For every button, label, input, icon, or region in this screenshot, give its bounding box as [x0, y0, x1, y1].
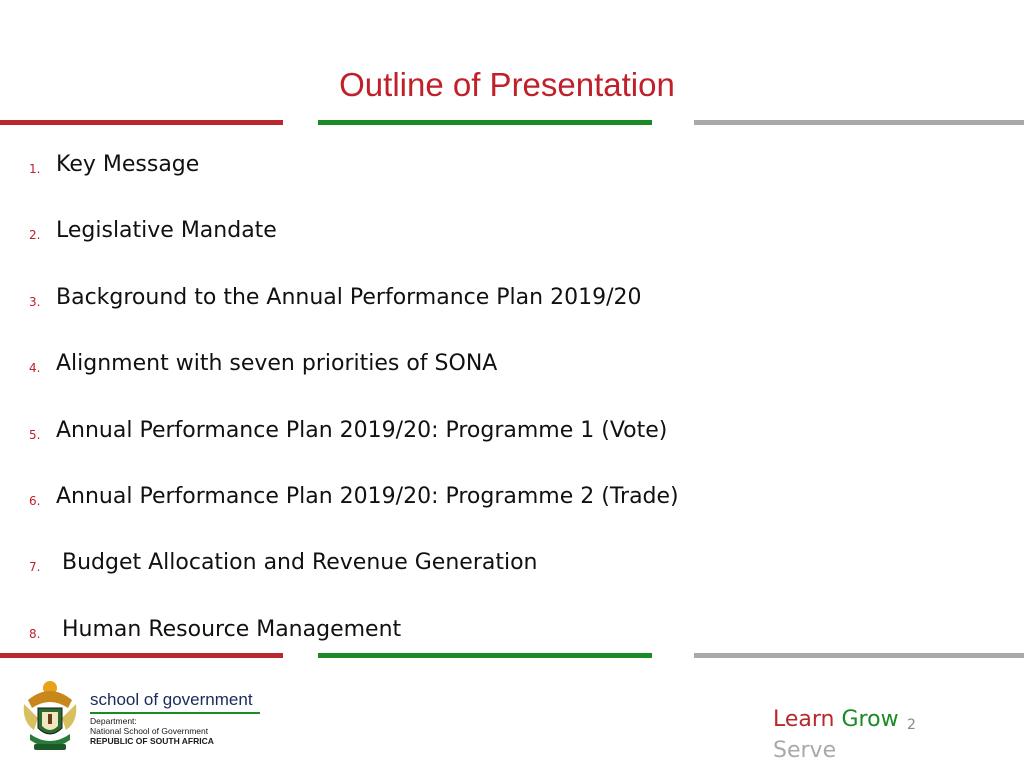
divider-red-segment	[0, 120, 283, 125]
outline-item-number: 2.	[29, 228, 41, 242]
outline-item-text: Annual Performance Plan 2019/20: Programme 2 (Trade)	[56, 484, 679, 509]
slogan	[773, 704, 899, 766]
slide-title: Outline of Presentation	[339, 66, 675, 103]
slogan-learn: Learn	[773, 707, 835, 732]
outline-item-text: Budget Allocation and Revenue Generation	[62, 550, 538, 575]
slogan-serve: Serve	[773, 738, 837, 763]
divider-green-segment	[318, 653, 652, 658]
page-number: 2	[907, 717, 916, 733]
school-of-government-logo	[20, 678, 280, 754]
outline-item-number: 5.	[29, 428, 41, 442]
top-divider	[0, 120, 1024, 125]
divider-green-segment	[318, 120, 652, 125]
outline-item-number: 8.	[29, 627, 41, 641]
outline-item-number: 3.	[29, 295, 41, 309]
outline-item-number: 4.	[29, 361, 41, 375]
divider-gray-segment	[694, 653, 1024, 658]
country-name: REPUBLIC OF SOUTH AFRICA	[90, 736, 214, 746]
bottom-divider	[0, 653, 1024, 658]
slogan-grow: Grow	[841, 707, 899, 732]
outline-item-number: 7.	[29, 560, 41, 574]
organisation-name-underline	[90, 712, 260, 714]
outline-item-text: Annual Performance Plan 2019/20: Programme 1 (Vote)	[56, 418, 668, 443]
outline-item-text: Human Resource Management	[62, 617, 402, 642]
outline-item-number: 1.	[29, 162, 41, 176]
outline-item-number: 6.	[29, 494, 41, 508]
department-label: Department:	[90, 716, 137, 726]
outline-item-text: Alignment with seven priorities of SONA	[56, 351, 498, 376]
outline-item-text: Key Message	[56, 152, 200, 177]
divider-red-segment	[0, 653, 283, 658]
coat-of-arms-icon	[20, 678, 80, 754]
outline-item-text: Legislative Mandate	[56, 218, 277, 243]
department-name: National School of Government	[90, 726, 209, 736]
organisation-name: school of government	[90, 690, 253, 709]
outline-item-text: Background to the Annual Performance Plan 2019/20	[56, 285, 642, 310]
divider-gray-segment	[694, 120, 1024, 125]
